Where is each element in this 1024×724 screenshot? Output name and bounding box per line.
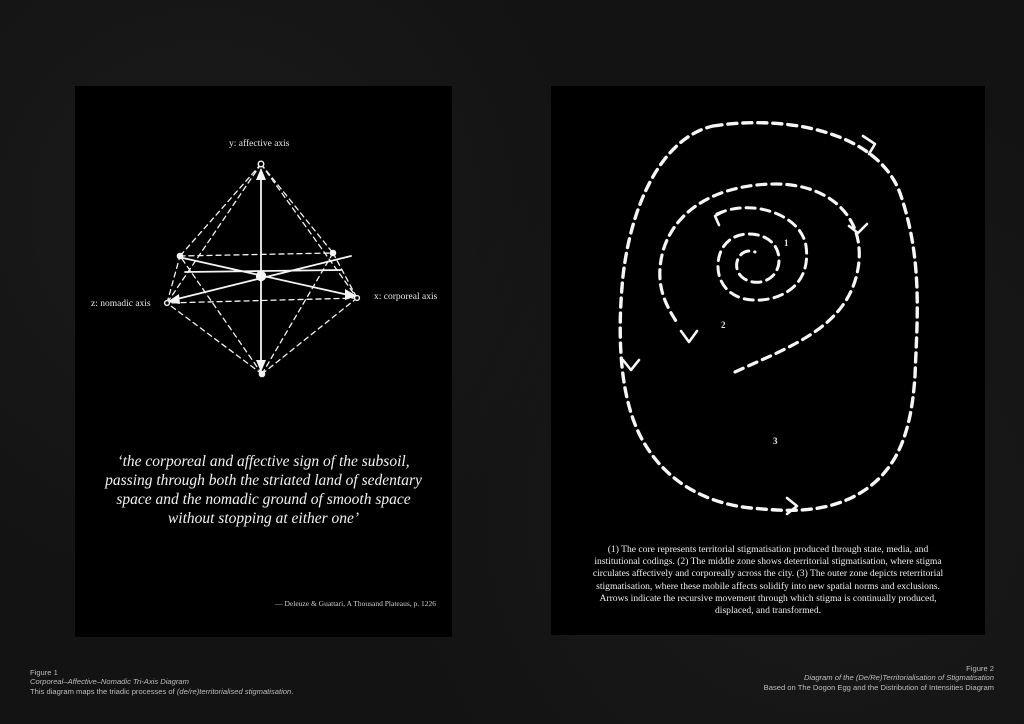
figure-2-panel bbox=[551, 86, 985, 635]
quote-line: space and the nomadic ground of smooth space bbox=[116, 491, 411, 508]
affective-axis-label: y: affective axis bbox=[229, 139, 290, 149]
figure-1-description bbox=[30, 687, 293, 696]
figure-2-title: Diagram of the (De/Re)Territorialisation of Stigmatisation bbox=[803, 673, 994, 683]
solid-axes bbox=[173, 170, 353, 370]
outer-loop bbox=[620, 123, 917, 511]
figure-1-label: Figure 1 bbox=[30, 668, 58, 677]
zone-1-label: 1 bbox=[784, 238, 789, 248]
zone-3-label: 3 bbox=[773, 436, 778, 446]
tri-axis-diagram bbox=[75, 86, 452, 637]
octahedron-edges bbox=[167, 164, 357, 374]
nomadic-axis-label: z: nomadic axis bbox=[91, 299, 151, 309]
figure-1-panel bbox=[75, 86, 452, 637]
figure-1-caption bbox=[30, 668, 293, 696]
core-spiral bbox=[717, 208, 807, 300]
deleuze-guattari-quote bbox=[95, 452, 432, 528]
description-emphasis: (de/re)territorialised stigmatisation bbox=[176, 686, 292, 696]
figure-2-label: Figure 2 bbox=[966, 664, 994, 673]
figure-1-title: Corporeal–Affective–Nomadic Tri-Axis Diagram bbox=[30, 677, 189, 687]
figure-2-caption bbox=[764, 664, 994, 692]
flow-arrows bbox=[623, 136, 875, 514]
description-text: This diagram maps the triadic processes of bbox=[30, 686, 177, 696]
zone-2-label: 2 bbox=[721, 320, 726, 330]
figure-2-description: Based on The Dogon Egg and the Distribution of Intensities Diagram bbox=[763, 682, 994, 692]
vertices bbox=[165, 161, 360, 376]
quote-line: without stopping at either one’ bbox=[167, 510, 360, 527]
description-end: . bbox=[291, 686, 294, 696]
quote-attribution: — Deleuze & Guattari, A Thousand Plateaus, p. 1226 bbox=[275, 599, 436, 608]
quote-line: passing through both the striated land of sedentary bbox=[105, 472, 422, 489]
middle-spiral bbox=[660, 184, 859, 372]
quote-line: ‘the corporeal and affective sign of the subsoil, bbox=[117, 453, 410, 470]
corporeal-axis-label: x: corporeal axis bbox=[374, 292, 438, 302]
diagram-legend: (1) The core represents territorial stigmatisation produced through state, media, and institutional codings. (2) The middle zone shows deterritorial stigmatisation, where stigma circulates affectively and corporeally across the city. (3) The outer zone depicts reterritorial stigmatisation, where these mobile affects solidify into new spatial norms and exclusions. Arrows indicate the recursive movement through which stigma is continually produced, displaced, and transformed. bbox=[592, 544, 944, 617]
